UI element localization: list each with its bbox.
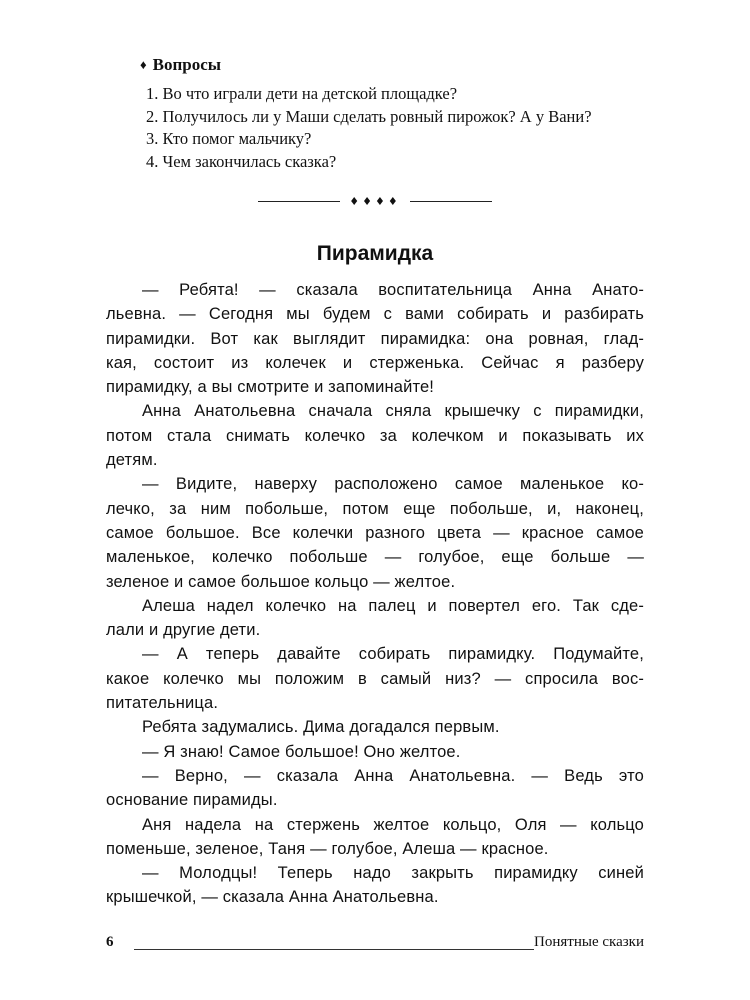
story-line: зеленое и самое большое кольцо — желтое. bbox=[106, 572, 456, 591]
story-line: Алеша надел колечко на палец и повертел его. Так сде- bbox=[142, 596, 644, 615]
story-title: Пирамидка bbox=[316, 242, 434, 265]
diamond-bullet-icon: ♦ bbox=[140, 57, 147, 72]
story-line: потом стала снимать колечко за колечком и показывать их bbox=[106, 426, 644, 445]
story-paragraph bbox=[106, 813, 644, 862]
story-line: Аня надела на стержень желтое кольцо, Оля — кольцо bbox=[142, 815, 644, 834]
story-line: — Верно, — сказала Анна Анатольевна. — Ведь это bbox=[142, 766, 644, 785]
story-line: лечко, за ним побольше, потом еще побольше, и, наконец, bbox=[106, 499, 644, 518]
story-paragraph bbox=[106, 642, 644, 715]
story-paragraph bbox=[106, 399, 644, 472]
question-item: 2. Получилось ли у Маши сделать ровный пирожок? А у Вани? bbox=[146, 106, 592, 126]
story-line: крышечкой, — сказала Анна Анатольевна. bbox=[106, 888, 439, 907]
story-line: самое большое. Все колечки разного цвета — красное самое bbox=[106, 523, 644, 542]
questions-section bbox=[140, 54, 660, 173]
story-paragraph bbox=[106, 861, 644, 910]
story-body bbox=[106, 278, 644, 910]
divider-rule-right bbox=[410, 201, 492, 202]
section-divider bbox=[258, 192, 492, 210]
divider-rule-left bbox=[258, 201, 340, 202]
story-paragraph bbox=[106, 715, 644, 739]
questions-list bbox=[140, 83, 660, 173]
story-line: — Молодцы! Теперь надо закрыть пирамидку синей bbox=[142, 864, 644, 883]
story-line: детям. bbox=[106, 451, 158, 470]
story-paragraph bbox=[106, 594, 644, 643]
story-line: Анна Анатольевна сначала сняла крышечку с пирамидки, bbox=[142, 402, 644, 421]
diamond-ornament-icon: ♦♦♦♦ bbox=[349, 194, 401, 208]
story-line: — Ребята! — сказала воспитательница Анна Анато- bbox=[142, 281, 644, 299]
question-item: 3. Кто помог мальчику? bbox=[146, 129, 312, 148]
story-line: пирамидки. Вот как выглядит пирамидка: она ровная, глад- bbox=[106, 329, 644, 348]
question-item: 1. Во что играли дети на детской площадке? bbox=[146, 84, 458, 103]
questions-header-text: Вопросы bbox=[152, 55, 222, 74]
story-line: основание пирамиды. bbox=[106, 791, 278, 810]
page-footer bbox=[106, 934, 644, 954]
story-line: какое колечко мы положим в самый низ? — спросила вос- bbox=[106, 669, 644, 688]
story-paragraph bbox=[106, 472, 644, 593]
story-paragraph bbox=[106, 740, 644, 764]
story-line: питательница. bbox=[106, 694, 219, 713]
questions-header bbox=[140, 54, 660, 77]
story-line: пирамидку, а вы смотрите и запоминайте! bbox=[106, 378, 435, 397]
story-line: — Видите, наверху расположено самое маленькое ко- bbox=[142, 475, 644, 494]
story-line: кая, состоит из колечек и стерженька. Сейчас я разберу bbox=[106, 353, 644, 372]
running-title: Понятные сказки bbox=[534, 934, 644, 950]
story-line: — А теперь давайте собирать пирамидку. Подумайте, bbox=[142, 645, 644, 664]
story-line: — Я знаю! Самое большое! Оно желтое. bbox=[142, 742, 461, 761]
footer-rule bbox=[134, 949, 534, 950]
page-number: 6 bbox=[106, 934, 114, 950]
story-line: льевна. — Сегодня мы будем с вами собирать и разбирать bbox=[106, 305, 644, 324]
question-item: 4. Чем закончилась сказка? bbox=[146, 151, 337, 171]
story-paragraph bbox=[106, 764, 644, 813]
story-line: Ребята задумались. Дима догадался первым. bbox=[142, 718, 500, 737]
story-line: лали и другие дети. bbox=[106, 621, 261, 640]
story-line: поменьше, зеленое, Таня — голубое, Алеша — красное. bbox=[106, 839, 549, 858]
story-paragraph bbox=[106, 278, 644, 399]
story-line: маленькое, колечко побольше — голубое, еще больше — bbox=[106, 548, 644, 567]
